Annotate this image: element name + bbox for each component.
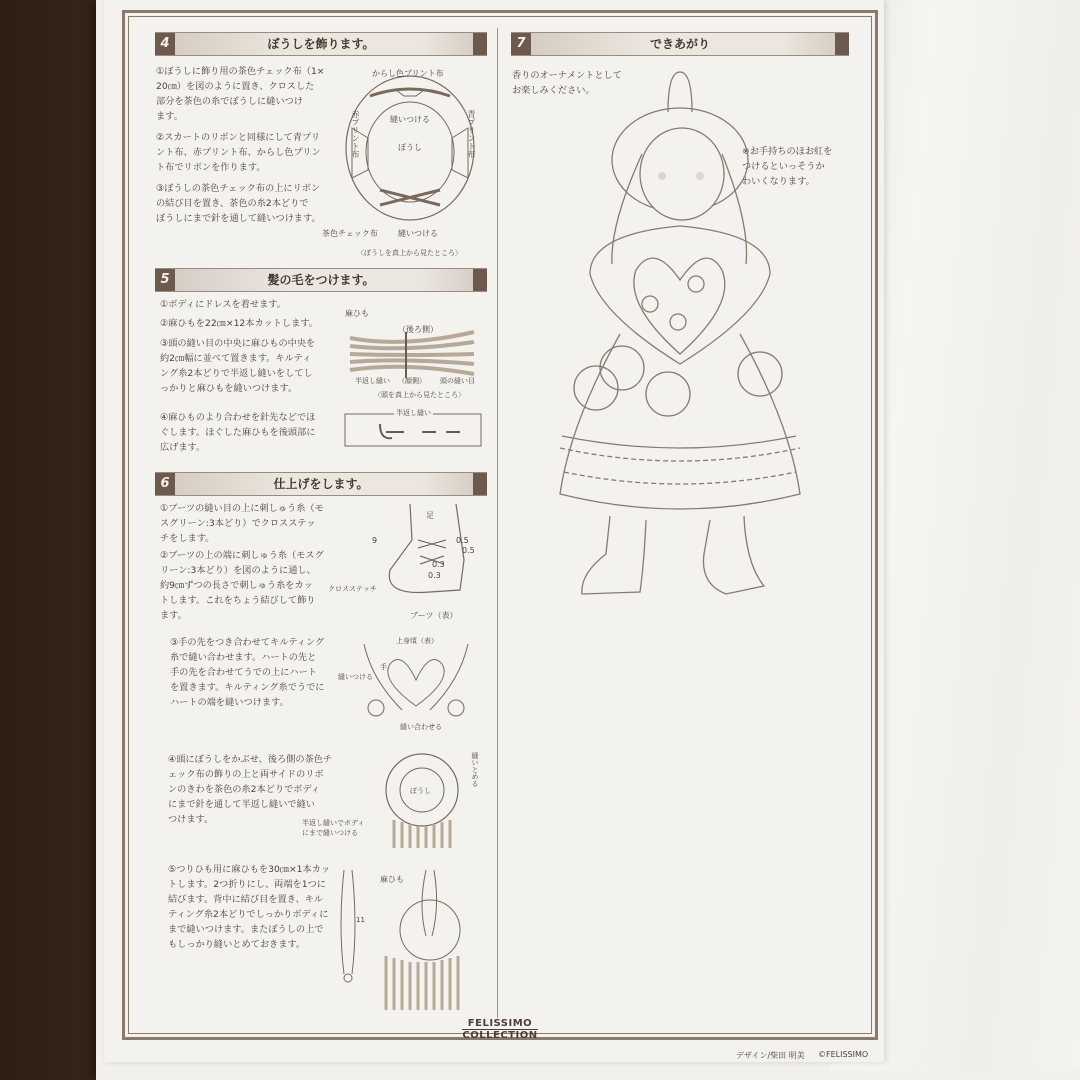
section-4-title: ぼうしを飾ります。 — [267, 37, 375, 51]
label-hat: ぼうし — [398, 143, 422, 152]
label-9: 9 — [372, 536, 378, 545]
finished-doll-illustration — [550, 64, 810, 604]
brand-line-2: COLLECTION — [462, 1030, 538, 1041]
hanging-loop-diagram — [336, 866, 486, 1016]
label-red-fabric: 赤プリント布 — [351, 110, 360, 158]
copyright: ©FELISSIMO — [818, 1050, 869, 1059]
label-foot: 足 — [426, 511, 434, 520]
s7-intro: 香りのオーナメントとして お楽しみください。 — [512, 70, 622, 96]
label-05a: 0.5 — [456, 536, 469, 545]
label-brown-check: 茶色チェック布 — [322, 229, 378, 238]
upper-body-diagram — [362, 640, 472, 720]
label-sew-on-2: 縫いつける — [398, 229, 438, 238]
label-hand: 手 — [380, 663, 387, 671]
label-blue-fabric: 青プリント布 — [467, 110, 476, 158]
label-11: 11 — [356, 916, 365, 924]
s6-step-4: ④頭にぼうしをかぶせ、後ろ側の茶色チ ェック布の飾りの上と両サイドのリボ ンのきわを茶色の糸2本どりでボディ にまで針を通して半返し縫いで縫い つけます。 — [168, 754, 333, 825]
s6-step-1: ①ブーツの縫い目の上に刺しゅう糸（モ スグリーン:3本どり）でクロスステッ チをします。 — [160, 503, 324, 544]
section-6-header — [155, 472, 487, 496]
label-head-seam: 頭の縫い目 — [440, 377, 475, 385]
half-stitch-title: 半返し縫い — [396, 409, 431, 417]
label-back-side: （後ろ側） — [398, 325, 438, 334]
s4-step-3: ③ぼうしの茶色チェック布の上にリボン の結び目を置き、茶色の糸2本どりで ぼうしにまで針を通して縫いつけます。 — [156, 183, 321, 224]
label-05b: 0.5 — [462, 546, 475, 555]
design-credit: デザイン/柴田 明美 — [736, 1051, 805, 1060]
s5-caption: 〈頭を真上から見たところ〉 — [374, 391, 465, 399]
section-7-header — [511, 32, 849, 56]
label-03a: 0.3 — [432, 560, 445, 569]
s4-caption: 〈ぼうしを真上から見たところ〉 — [357, 249, 462, 257]
label-hemp: 麻ひも — [345, 309, 369, 318]
label-03b: 0.3 — [428, 571, 441, 580]
s5-step-2: ②麻ひもを22㎝×12本カットします。 — [160, 318, 318, 329]
section-7-number: 7 — [511, 33, 531, 55]
label-boots: ブーツ（表） — [410, 611, 458, 620]
label-sew-on-1: 縫いつける — [390, 115, 430, 124]
label-sew-on: 縫いつける — [338, 673, 373, 681]
s4-step-1: ①ぼうしに飾り用の茶色チェック布（1× 20㎝）を図のように置き、クロスした 部分を茶色の糸でぼうしに縫いつけ ます。 — [156, 66, 325, 122]
label-upper-body: 上身頃（表） — [396, 637, 438, 645]
section-5-header — [155, 268, 487, 292]
s6-step-3: ③手の先をつき合わせてキルティング 糸で縫い合わせます。ハートの先と 手の先を合わせてうでの上にハート を置きます。キルティング糸でうでに ハートの端を縫いつけます。 — [170, 637, 325, 708]
label-cross-stitch: クロスステッチ — [328, 585, 377, 593]
label-sew-down: 縫いとめる — [471, 752, 479, 787]
section-6-title: 仕上げをします。 — [273, 477, 369, 491]
label-half-back: 半返し縫い — [355, 377, 390, 385]
s5-step-1: ①ボディにドレスを着せます。 — [160, 299, 286, 310]
section-5-number: 5 — [155, 269, 175, 291]
brand-logo — [440, 1018, 560, 1041]
section-4-number: 4 — [155, 33, 175, 55]
s5-step-3: ③頭の縫い目の中央に麻ひもの中央を 約2㎝幅に並べて置きます。キルティ ング糸2本どりで半返し縫いをしてし っかりと麻ひもを縫いつけます。 — [160, 338, 316, 394]
s7-note: ※お手持ちのほお紅を つけるといっそうか わいくなります。 — [742, 146, 833, 187]
label-mustard-fabric: からし色プリント布 — [372, 69, 444, 78]
s5-step-4: ④麻ひものより合わせを針先などでほ ぐします。ほぐした麻ひもを後頭部に 広げます。 — [160, 412, 316, 453]
label-sew-together: 縫い合わせる — [400, 723, 442, 731]
section-4-header — [155, 32, 487, 56]
section-7-title: できあがり — [649, 37, 710, 51]
s6-step-5: ⑤つりひも用に麻ひもを30㎝×1本カッ トします。2つ折りにし、両端を1つに 結びます。背中に結び目を置き、キル ティング糸2本どりでしっかりボディに まで縫いつけます。またぼうしの上で もしっかり縫いとめておきます。 — [168, 864, 331, 950]
s4-step-2: ②スカートのリボンと同様にして青プリ ント布、赤プリント布、からし色プリン ト布でリボンを作ります。 — [156, 132, 321, 173]
label-hat-2: ぼうし — [410, 787, 431, 795]
hat-on-head-diagram — [374, 750, 484, 850]
section-5-title: 髪の毛をつけます。 — [267, 273, 375, 287]
label-hemp-2: 麻ひも — [380, 875, 404, 884]
section-6-number: 6 — [155, 473, 175, 495]
s6-step-2: ②ブーツの上の端に刺しゅう糸（モスグ リーン:3本どり）を図のように通し、 約9㎝ずつの長さで刺しゅう糸をカッ トします。これをちょう結びして飾り ます。 — [160, 550, 324, 621]
label-face-side: （顔側） — [398, 377, 426, 385]
label-half-sew-body: 半返し縫いでボディ にまで縫いつける — [302, 819, 365, 837]
column-divider — [497, 28, 498, 1018]
brand-line-1: FELISSIMO — [467, 1018, 533, 1029]
